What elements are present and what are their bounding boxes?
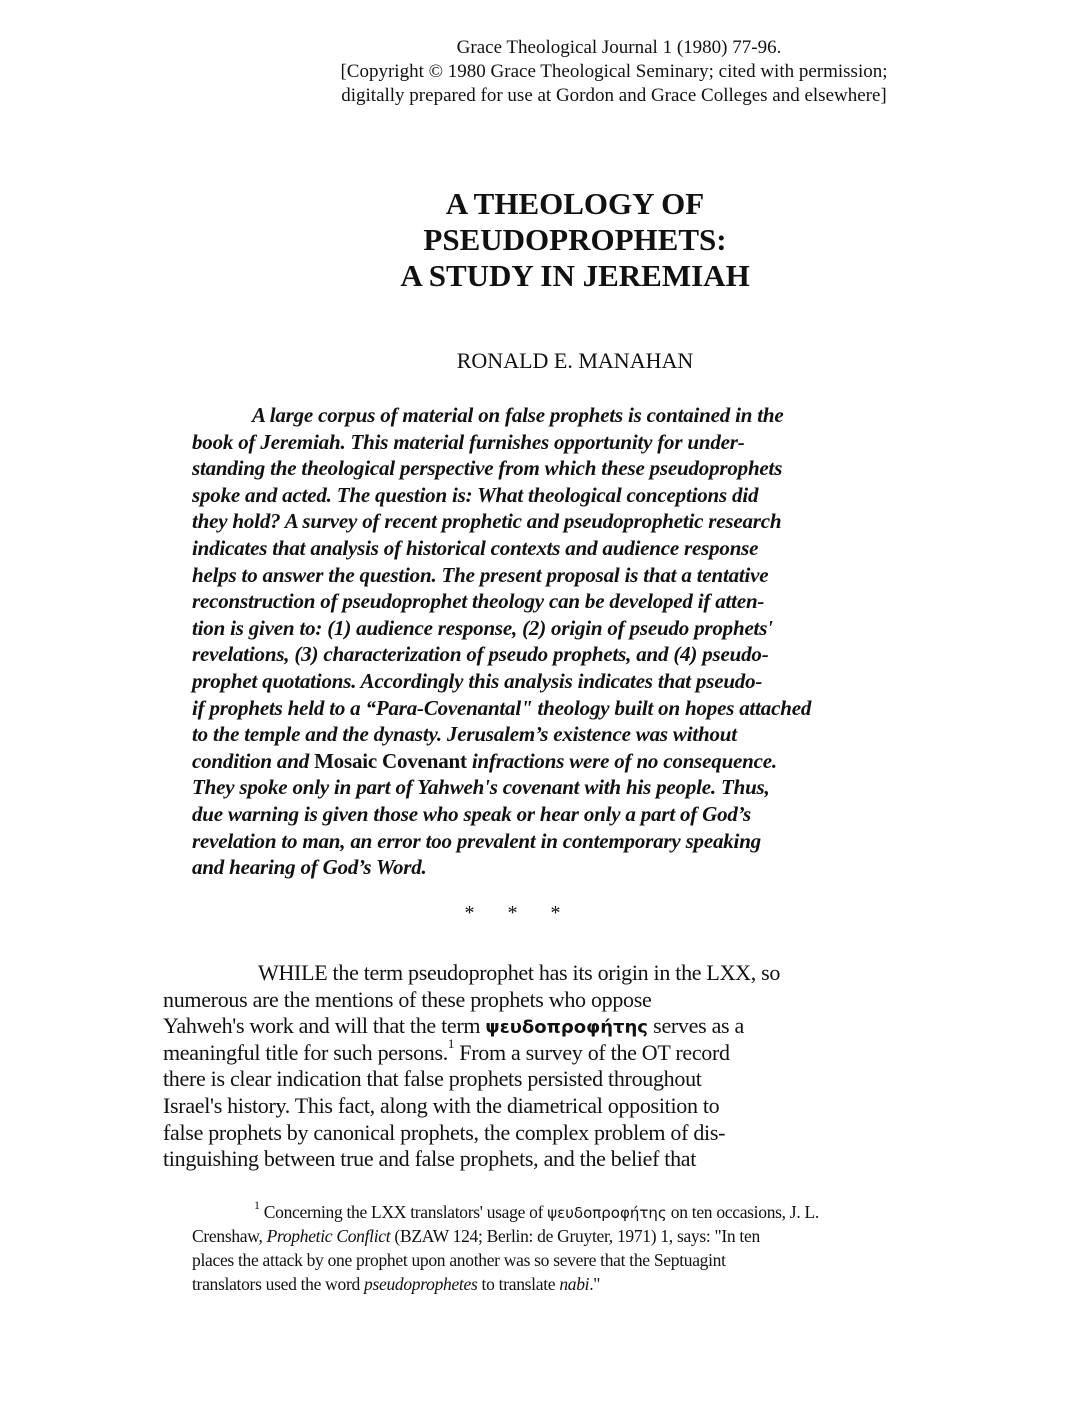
footnote (192, 1200, 819, 1296)
abstract-line: revelation to man, an error too prevalent in contemporary speaking (192, 828, 761, 853)
asterisk: * (464, 902, 475, 924)
copyright-line-1: [Copyright © 1980 Grace Theological Seminary; cited with permission; (340, 61, 888, 82)
abstract-line: due warning is given those who speak or hear only a part of God’s (192, 801, 751, 826)
title-line-2: PSEUDOPROPHETS: (423, 222, 727, 257)
footnote-text-segment: to translate (477, 1274, 560, 1294)
abstract-line: helps to answer the question. The present proposal is that a tentative (192, 562, 769, 587)
body-text-segment: From a survey of the OT record (454, 1039, 730, 1065)
abstract-line: revelations, (3) characterization of pseudo prophets, and (4) pseudo- (192, 642, 769, 667)
footnote-text-segment: on ten occasions, J. L. (666, 1202, 819, 1222)
journal-header (0, 36, 1088, 108)
body-line (163, 1036, 780, 1067)
title-line-3: A STUDY IN JEREMIAH (400, 258, 750, 293)
footnote-line (192, 1272, 819, 1296)
body-line: there is clear indication that false prophets persisted throughout (163, 1066, 702, 1092)
title-line-1: A THEOLOGY OF (445, 186, 705, 221)
article-title (0, 186, 1088, 294)
abstract-line: prophet quotations. Accordingly this analysis indicates that pseudo- (192, 668, 763, 693)
footnote-reference[interactable]: 1 (447, 1036, 455, 1052)
italic-term: nabi (559, 1274, 590, 1294)
greek-term: ψευδοπροφήτης (485, 1017, 648, 1039)
abstract-line (192, 748, 811, 775)
abstract-line: to the temple and the dynasty. Jerusalem’s existence was without (192, 722, 737, 747)
footnote-line: places the attack by one prophet upon another was so severe that the Septuagint (192, 1250, 726, 1270)
abstract-line: book of Jeremiah. This material furnishes opportunity for under- (192, 429, 745, 454)
body-line: false prophets by canonical prophets, the complex problem of dis- (163, 1119, 726, 1145)
abstract-line: they hold? A survey of recent prophetic and pseudoprophetic research (192, 509, 782, 534)
asterisk: * (507, 902, 518, 924)
body-line: numerous are the mentions of these prophets who oppose (163, 986, 652, 1012)
abstract-line: if prophets held to a “Para-Covenantal" theology built on hopes attached (192, 695, 812, 720)
abstract-text: condition and (192, 748, 315, 773)
footnote-line (192, 1200, 819, 1224)
abstract-line: reconstruction of pseudoprophet theology can be developed if atten- (192, 589, 765, 614)
body-line: Israel's history. This fact, along with the diametrical opposition to (163, 1092, 720, 1118)
body-line (163, 1013, 780, 1040)
footnote-line (192, 1224, 819, 1248)
abstract-text: infractions were of no consequence. (466, 748, 777, 773)
abstract-line: tion is given to: (1) audience response, (2) origin of pseudo prophets' (192, 615, 773, 640)
abstract-line: standing the theological perspective from which these pseudoprophets (192, 456, 783, 481)
section-separator (448, 902, 577, 925)
abstract-line: A large corpus of material on false prophets is contained in the (252, 403, 784, 427)
footnote-text-segment: (BZAW 124; Berlin: de Gruyter, 1971) 1, says: "In ten (390, 1226, 760, 1246)
body-text (163, 960, 780, 1173)
abstract-line: indicates that analysis of historical contexts and audience response (192, 535, 759, 560)
footnote-text-segment: Crenshaw, (192, 1226, 267, 1246)
cited-book-title: Prophetic Conflict (266, 1226, 391, 1246)
body-text-segment: serves as a (647, 1013, 744, 1039)
footnote-number: 1 (254, 1198, 260, 1213)
body-text-segment: Yahweh's work and will that the term (163, 1013, 486, 1039)
footnote-text-segment: translators used the word (192, 1274, 365, 1294)
body-line: tinguishing between true and false prophets, and the belief that (163, 1146, 697, 1172)
mosaic-covenant-term: Mosaic Covenant (314, 748, 467, 773)
abstract-line: spoke and acted. The question is: What theological conceptions did (192, 482, 759, 507)
italic-term: pseudoprophetes (364, 1274, 478, 1294)
footnote-text-segment: Concerning the LXX translators' usage of (259, 1202, 548, 1222)
abstract (192, 402, 811, 881)
body-line: WHILE the term pseudoprophet has its origin in the LXX, so (258, 960, 781, 985)
greek-term: ψευδοπροφήτης (547, 1204, 667, 1222)
asterisk: * (550, 902, 561, 924)
abstract-line: and hearing of God’s Word. (192, 855, 427, 880)
footnote-text-segment: ." (589, 1274, 601, 1294)
abstract-line: They spoke only in part of Yahweh's covenant with his people. Thus, (192, 775, 770, 800)
author-name: RONALD E. MANAHAN (456, 348, 694, 373)
journal-citation: Grace Theological Journal 1 (1980) 77-96. (456, 37, 782, 58)
body-text-segment: meaningful title for such persons. (163, 1039, 448, 1065)
copyright-line-2: digitally prepared for use at Gordon and Grace Colleges and elsewhere] (341, 85, 887, 106)
